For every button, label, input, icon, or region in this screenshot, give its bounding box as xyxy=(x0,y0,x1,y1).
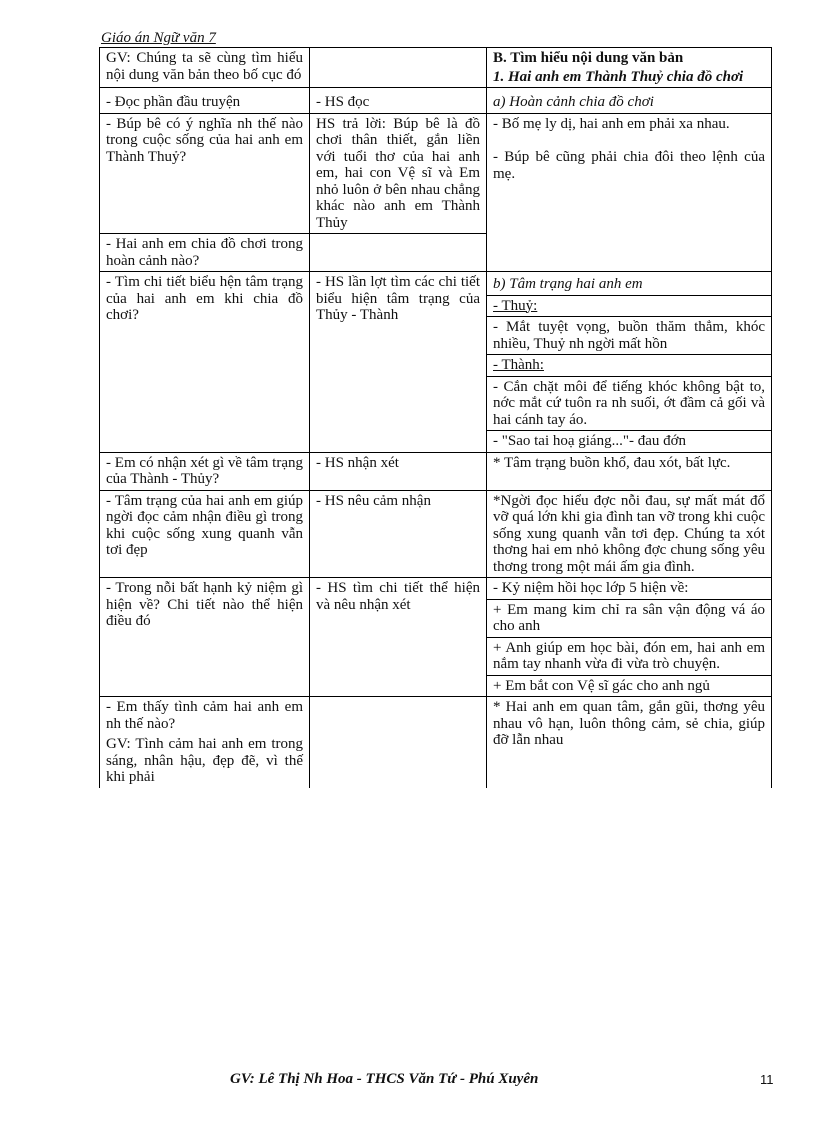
content-cell xyxy=(487,295,772,317)
cell-text: - Trong nỗi bất hạnh kỷ niệm gì hiện về? Chi tiết nào thể hiện điều đó xyxy=(106,580,303,629)
cell-text: - Mắt tuyệt vọng, buồn thăm thẳm, khóc nhiều, Thuỷ nh ngời mất hồn xyxy=(493,319,765,352)
cell-text: - HS tìm chi tiết thể hiện và nêu nhận xét xyxy=(316,580,480,613)
cell-text: + Em mang kim chỉ ra sân vận động vá áo cho anh xyxy=(493,601,765,634)
table-row xyxy=(100,490,772,578)
cell-text: - Tìm chi tiết biểu hện tâm trạng của hai anh em khi chia đồ chơi? xyxy=(106,274,303,323)
cell-text: + Em bắt con Vệ sĩ gác cho anh ngủ xyxy=(493,677,710,694)
student-activity-cell xyxy=(310,272,487,453)
content-cell xyxy=(487,355,772,377)
teacher-activity-cell xyxy=(100,452,310,490)
teacher-activity-cell xyxy=(100,697,310,788)
content-cell xyxy=(487,234,772,272)
cell-text: + Anh giúp em học bài, đón em, hai anh em nắm tay nhanh vừa đi vừa trò chuyện. xyxy=(493,639,765,672)
cell-text: - HS nêu cảm nhận xyxy=(316,492,431,509)
teacher-activity-cell xyxy=(100,490,310,578)
student-activity-cell xyxy=(310,697,487,788)
cell-text: - Đọc phần đầu truyện xyxy=(106,94,241,110)
table-row xyxy=(100,88,772,114)
student-activity-cell xyxy=(310,234,487,272)
content-cell xyxy=(487,637,772,675)
student-activity-cell xyxy=(310,113,487,234)
cell-text: - Búp bê cũng phải chia đôi theo lệnh của mẹ. xyxy=(493,149,765,182)
cell-text: * Tâm trạng buồn khổ, đau xót, bất lực. xyxy=(493,454,731,471)
content-cell xyxy=(487,675,772,697)
table-row xyxy=(100,113,772,234)
cell-text: * Hai anh em quan tâm, gắn gũi, thơng yêu nhau vô hạn, luôn thông cảm, sẻ chia, giúp đỡ lẫn nhau xyxy=(493,699,765,748)
cell-text: - HS lần lợt tìm các chi tiết biểu hiện tâm trạng của Thủy - Thành xyxy=(316,274,480,323)
table-row xyxy=(100,234,772,272)
cell-text: *Ngời đọc hiểu đợc nỗi đau, sự mất mát đổ vỡ quá lớn khi gia đình tan vỡ trong khi cuộc sống xung quanh vẫn tơi đẹp. Chúng ta xót thơng hai em nhỏ không đợc chung sống yêu thơng trong một mái ấm gia đình. xyxy=(493,492,765,575)
page-number: 11 xyxy=(760,1072,774,1087)
student-activity-cell xyxy=(310,452,487,490)
cell-text: - "Sao tai hoạ giáng..."- đau đớn xyxy=(493,433,687,449)
content-cell xyxy=(487,697,772,788)
teacher-activity-cell xyxy=(100,234,310,272)
cell-text: - Thành: xyxy=(493,357,544,373)
content-cell xyxy=(487,48,772,88)
student-activity-cell xyxy=(310,48,487,88)
cell-text: b) Tâm trạng hai anh em xyxy=(493,276,643,292)
page-footer-author: GV: Lê Thị Nh Hoa - THCS Văn Tứ - Phú Xuyên xyxy=(230,1071,539,1087)
content-cell xyxy=(487,88,772,114)
cell-text: - HS đọc xyxy=(316,94,370,110)
content-cell xyxy=(487,599,772,637)
content-cell xyxy=(487,113,772,234)
content-cell xyxy=(487,272,772,296)
cell-text: - Kỷ niệm hồi học lớp 5 hiện về: xyxy=(493,580,689,596)
lesson-plan-table xyxy=(99,47,772,788)
section-heading: B. Tìm hiểu nội dung văn bản xyxy=(493,50,684,66)
cell-text: - Em thấy tình cảm hai anh em nh thế nào? xyxy=(106,699,303,732)
teacher-activity-cell xyxy=(100,48,310,88)
student-activity-cell xyxy=(310,578,487,697)
table-row xyxy=(100,697,772,788)
student-activity-cell xyxy=(310,88,487,114)
teacher-activity-cell xyxy=(100,578,310,697)
content-cell xyxy=(487,578,772,600)
table-row xyxy=(100,452,772,490)
cell-text: a) Hoàn cảnh chia đồ chơi xyxy=(493,94,654,110)
section-subheading: 1. Hai anh em Thành Thuỷ chia đồ chơi xyxy=(493,68,744,85)
table-row xyxy=(100,578,772,600)
cell-text: - Hai anh em chia đồ chơi trong hoàn cảnh nào? xyxy=(106,236,303,269)
content-cell xyxy=(487,431,772,453)
content-cell xyxy=(487,490,772,578)
cell-text: - Tâm trạng của hai anh em giúp ngời đọc cảm nhận điều gì trong khi cuộc sống xung quanh vẫn tơi đẹp xyxy=(106,492,303,558)
cell-text: - Thuỷ: xyxy=(493,297,538,314)
student-activity-cell xyxy=(310,490,487,578)
teacher-activity-cell xyxy=(100,272,310,453)
table-row xyxy=(100,48,772,88)
teacher-activity-cell xyxy=(100,88,310,114)
page-header-title: Giáo án Ngữ văn 7 xyxy=(101,30,216,46)
cell-text: - Búp bê có ý nghĩa nh thế nào trong cuộc sống của hai anh em Thành Thuỷ? xyxy=(106,115,303,165)
cell-text: - HS nhận xét xyxy=(316,454,399,471)
cell-text: - Bố mẹ ly dị, hai anh em phải xa nhau. xyxy=(493,115,730,132)
cell-text: GV: Tình cảm hai anh em trong sáng, nhân hậu, đẹp đẽ, vì thế khi phải xyxy=(106,736,303,785)
cell-text: HS trả lời: Búp bê là đồ chơi thân thiết, gắn liền với tuổi thơ của hai anh em, hai con Vệ sĩ và Em nhỏ luôn ở bên nhau chẳng khác nào anh em Thành Thủy xyxy=(316,115,480,231)
cell-text: - Cắn chặt môi để tiếng khóc không bật to, nớc mắt cứ tuôn ra nh suối, ớt đầm cả gối và hai cánh tay áo. xyxy=(493,378,765,428)
cell-text: - Em có nhận xét gì về tâm trạng của Thành - Thủy? xyxy=(106,454,303,487)
cell-text: GV: Chúng ta sẽ cùng tìm hiểu nội dung văn bản theo bố cục đó xyxy=(106,50,303,83)
teacher-activity-cell xyxy=(100,113,310,234)
content-cell xyxy=(487,452,772,490)
content-cell xyxy=(487,317,772,355)
content-cell xyxy=(487,376,772,431)
table-row xyxy=(100,272,772,296)
